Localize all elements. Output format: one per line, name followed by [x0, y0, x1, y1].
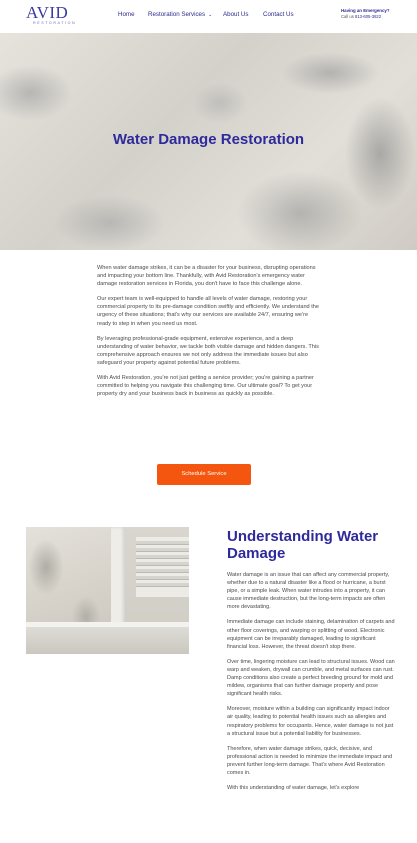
contact-title: Having an Emergency? [341, 8, 390, 13]
section-paragraph: Water damage is an issue that can affect any commercial property, whether due to a natural disaster like a flood or hurricane, a burst pipe, or a simple leak. When water intrudes into a property, it can cause immediate destruction, but the long-term impacts are often more devastating. [227, 572, 390, 611]
section-paragraph: With this understanding of water damage, let's explore [227, 785, 360, 792]
intro-paragraph: By leveraging professional-grade equipment, extensive experience, and a deep understanding of water behavior, we tackle both visible damage and hidden dangers. This comprehensive approach ensures we not only address the immediate issues but also safeguard your property against potential future problems. [97, 335, 319, 366]
logo-subtext: RESTORATION [33, 21, 77, 25]
site-header [0, 0, 417, 33]
emergency-contact [341, 8, 390, 20]
section-paragraph: Immediate damage can include staining, delamination of carpets and other floor coverings, and warping or splitting of wood. Electronic equipment can be irreparably damaged, leading to significant financial loss. However, the threat doesn't stop there. [227, 619, 395, 650]
intro-paragraph: Our expert team is well-equipped to handle all levels of water damage, restoring your commercial property to its pre-damage condition swiftly and efficiently. We understand the urgency of these situations; that's why our services are available 24/7, ensuring we're ready to step in when you need us most. [97, 296, 319, 327]
section-paragraph: Moreover, moisture within a building can significantly impact indoor air quality, leading to potential health issues such as allergies and respiratory problems for occupants. Hence, water damage is not just a structural issue but a potential liability for businesses. [227, 706, 394, 737]
intro-paragraph: With Avid Restoration, you're not just getting a service provider; you're gaining a partner committed to helping you navigate this challenging time. Our ultimate goal? To get your property dry and your business back in business as quickly as possible. [97, 375, 314, 398]
nav-about-us[interactable]: About Us [223, 11, 249, 18]
nav-restoration-services[interactable]: Restoration Services ⌄ [148, 11, 213, 18]
section-paragraph: Therefore, when water damage strikes, quick, decisive, and professional action is needed to minimize the immediate impact and prevent further long-term damage. That's where Avid Restoration comes in. [227, 745, 393, 776]
understanding-section [227, 571, 397, 799]
logo[interactable] [26, 3, 76, 27]
nav-contact-us[interactable]: Contact Us [263, 11, 294, 18]
intro-section [97, 264, 322, 405]
phone-link[interactable]: 813-605-3822 [354, 14, 382, 19]
section-heading: Understanding Water Damage [227, 528, 379, 562]
intro-paragraph: When water damage strikes, it can be a disaster for your business, disrupting operations and impacting your bottom line. Thankfully, with Avid Restoration's emergency water damage restoration services in Florida, you don't have to face this challenge alone. [97, 265, 316, 288]
section-paragraph: Over time, lingering moisture can lead to structural issues. Wood can warp and weaken, drywall can crumble, and metal surfaces can rust. Damp conditions also create a perfect breeding ground for mold and mildew, organisms that can further damage property and pose significant health risks. [227, 658, 395, 698]
schedule-service-button[interactable]: Schedule Service [157, 464, 251, 485]
vent-image [136, 537, 189, 597]
nav-home[interactable]: Home [118, 11, 135, 18]
page-title: Water Damage Restoration [112, 131, 305, 148]
contact-line: Call us 813-605-3822 [341, 14, 382, 19]
hero-banner [0, 33, 417, 250]
chevron-down-icon: ⌄ [208, 12, 213, 18]
water-damage-photo [26, 527, 189, 654]
logo-text: AVID [26, 3, 69, 22]
